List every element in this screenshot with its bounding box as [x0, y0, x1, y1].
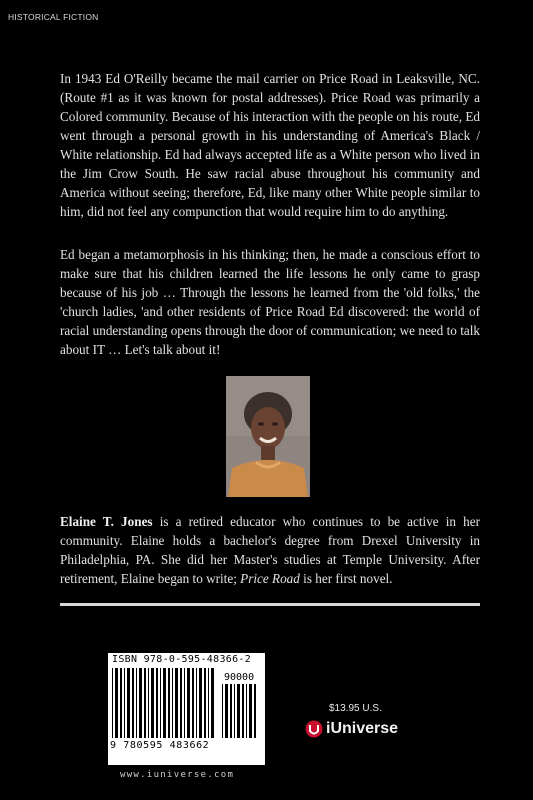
author-photo — [226, 376, 310, 497]
barcode-bar — [144, 668, 146, 738]
website-url: www.iuniverse.com — [120, 770, 235, 780]
barcode-digits: 9 780595 483662 — [110, 740, 210, 751]
barcode-bar — [115, 668, 118, 738]
author-bio-text-1: is a retired educator who continues to be active in her community. Elaine holds a bachelor's degree from Drexel University in Philadelphia, PA. She did her Master's studies at Temple University. After retirement, Elaine began to write; — [60, 514, 480, 586]
author-bio-text-2: is her first novel. — [299, 571, 393, 586]
barcode-bar — [120, 668, 122, 738]
barcode-bar — [246, 684, 247, 738]
barcode-bar — [254, 684, 256, 738]
barcode-bar — [211, 668, 214, 738]
barcode-bar — [163, 668, 166, 738]
barcode-bar — [156, 668, 158, 738]
addon-barcode-bars — [222, 684, 260, 738]
barcode-bar — [175, 668, 178, 738]
barcode-bar — [136, 668, 137, 738]
barcode-bar — [180, 668, 182, 738]
barcode-bar — [127, 668, 130, 738]
description-paragraph-1: In 1943 Ed O'Reilly became the mail carrier on Price Road in Leaksville, NC. (Route #1 as it was known for postal addresses). Price Road was primarily a Colored community. Because of his interaction with the people on his route, Ed went through a personal growth in his understanding of America's Black / White relationship. Ed had always accepted life as a White person who lived in the Jim Crow South. He saw racial abuse throughout his community and America without seeing; therefore, Ed, like many other White people similar to him, did not feel any compunction that would require him to do anything. — [60, 71, 480, 219]
iuniverse-logo-icon — [305, 720, 323, 738]
barcode-bar — [234, 684, 235, 738]
author-name: Elaine T. Jones — [60, 514, 153, 529]
barcode-bar — [249, 684, 252, 738]
barcode-bar — [139, 668, 142, 738]
barcode-bar — [230, 684, 232, 738]
author-portrait-image — [226, 376, 310, 497]
author-bio — [60, 512, 480, 588]
barcode-bar — [208, 668, 209, 738]
barcode-bar — [196, 668, 197, 738]
genre-label: HISTORICAL FICTION — [8, 12, 99, 22]
barcode-bar — [112, 668, 113, 738]
barcode-bar — [204, 668, 206, 738]
barcode-bar — [151, 668, 154, 738]
divider-rule — [60, 603, 480, 606]
isbn-number: ISBN 978-0-595-48366-2 — [112, 654, 252, 665]
barcode-bar — [160, 668, 161, 738]
publisher-logo — [305, 720, 398, 738]
barcode-bar — [184, 668, 185, 738]
barcode-bar — [237, 684, 240, 738]
barcode-bar — [225, 684, 228, 738]
barcode-bars — [112, 668, 218, 738]
barcode-bar — [222, 684, 223, 738]
barcode-bar — [172, 668, 173, 738]
barcode-bar — [192, 668, 194, 738]
price-code: 90000 — [224, 672, 255, 683]
price-label: $13.95 U.S. — [329, 703, 382, 714]
barcode-bar — [124, 668, 125, 738]
barcode-bar — [168, 668, 170, 738]
barcode-bar — [242, 684, 244, 738]
barcode-bar — [187, 668, 190, 738]
barcode-bar — [148, 668, 149, 738]
book-title: Price Road — [240, 571, 300, 586]
description-paragraph-2: Ed began a metamorphosis in his thinking; then, he made a conscious effort to make sure that his children learned the life lessons he only came to grasp because of his job … Through the lessons he learned from the 'old folks,' the 'church ladies, 'and other residents of Price Road Ed discovered: the world of racial understanding opens through the door of communication; we need to talk about IT … Let's talk about it! — [60, 247, 480, 357]
barcode-bar — [199, 668, 202, 738]
barcode-bar — [132, 668, 134, 738]
publisher-name: iUniverse — [326, 720, 399, 737]
